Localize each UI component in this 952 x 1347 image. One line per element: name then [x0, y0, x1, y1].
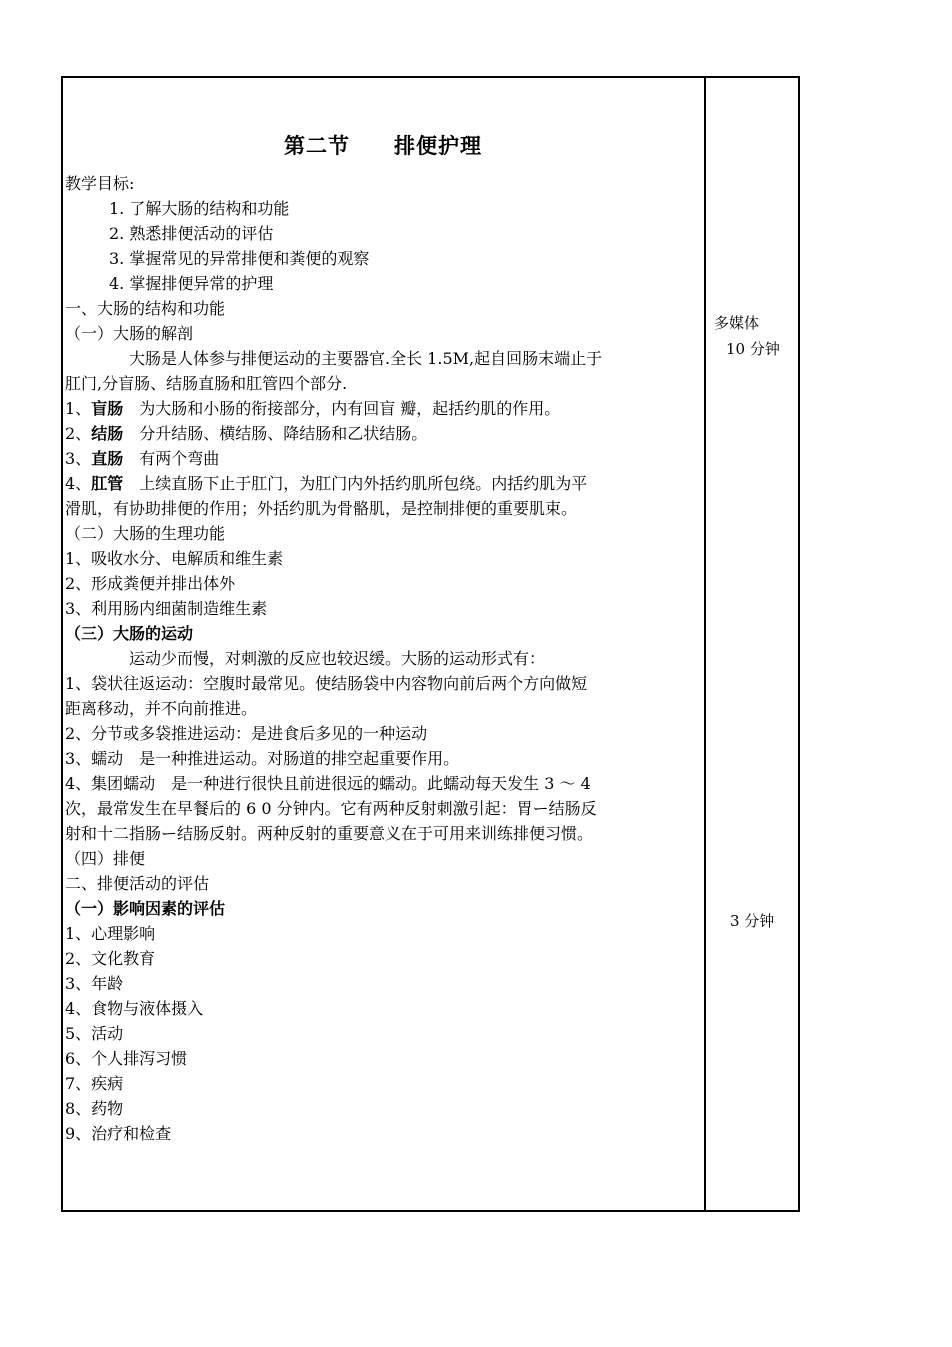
objective-item: 4. 掌握排便异常的护理	[109, 274, 274, 293]
paragraph-line: 距离移动，并不向前推进。	[65, 699, 258, 718]
factor-item: 2、文化教育	[65, 949, 156, 968]
part-term: 盲肠	[91, 399, 124, 418]
paragraph-line: 次，最常发生在早餐后的 6 0 分钟内。它有两种反射刺激引起：胃ー结肠反	[65, 799, 597, 818]
part-term: 直肠	[91, 449, 124, 468]
objective-item: 1. 了解大肠的结构和功能	[109, 199, 290, 218]
function-item: 3、利用肠内细菌制造维生素	[65, 599, 268, 618]
objectives-heading: 教学目标:	[65, 174, 135, 193]
paragraph-line: 大肠是人体参与排便运动的主要器官.全长 1.5M,起自回肠末端止于	[129, 349, 603, 368]
paragraph-line: 4、集团蠕动 是一种进行很快且前进很远的蠕动。此蠕动每天发生 3 ～ 4	[65, 774, 591, 793]
factor-item: 8、药物	[65, 1099, 124, 1118]
paragraph-line: 肛门,分盲肠、结肠直肠和肛管四个部分.	[65, 374, 348, 393]
page-title: 第二节 排便护理	[284, 134, 482, 158]
factor-item: 9、治疗和检查	[65, 1124, 172, 1143]
duration-note: 10 分钟	[726, 340, 780, 358]
function-item: 1、吸收水分、电解质和维生素	[65, 549, 284, 568]
part-number: 2、	[65, 424, 92, 443]
part-number: 1、	[65, 399, 92, 418]
subsection-heading: （二）大肠的生理功能	[65, 524, 226, 543]
part-item	[65, 396, 560, 421]
part-description: 有两个弯曲	[123, 449, 220, 468]
part-number: 3、	[65, 449, 92, 468]
subsection-heading: （一）大肠的解剖	[65, 324, 194, 343]
factor-item: 5、活动	[65, 1024, 124, 1043]
paragraph-line: 1、袋状往返运动：空腹时最常见。使结肠袋中内容物向前后两个方向做短	[65, 674, 588, 693]
part-description: 分升结肠、横结肠、降结肠和乙状结肠。	[123, 424, 428, 443]
subsection-heading-bold: （三）大肠的运动	[65, 624, 194, 643]
part-item	[65, 421, 427, 446]
section-heading: 二、排便活动的评估	[65, 874, 210, 893]
part-number: 4、	[65, 474, 92, 493]
part-item	[65, 446, 219, 471]
function-item: 2、形成粪便并排出体外	[65, 574, 236, 593]
part-item	[65, 471, 587, 496]
part-description: 为大肠和小肠的衔接部分，内有回盲 瓣，起括约肌的作用。	[123, 399, 561, 418]
factor-item: 7、疾病	[65, 1074, 124, 1093]
part-term: 肛管	[91, 474, 124, 493]
paragraph-line: 2、分节或多袋推进运动：是进食后多见的一种运动	[65, 724, 428, 743]
paragraph-line: 射和十二指肠ー结肠反射。两种反射的重要意义在于可用来训练排便习惯。	[65, 824, 594, 843]
subsection-heading-bold: （一）影响因素的评估	[65, 899, 226, 918]
media-note: 多媒体	[714, 314, 760, 332]
column-divider	[704, 78, 706, 1210]
factor-item: 3、年龄	[65, 974, 124, 993]
part-description: 上续直肠下止于肛门，为肛门内外括约肌所包绕。内括约肌为平	[123, 474, 588, 493]
paragraph-line: 滑肌，有协助排便的作用；外括约肌为骨骼肌，是控制排便的重要肌束。	[65, 499, 578, 518]
paragraph-line: 3、蠕动 是一种推进运动。对肠道的排空起重要作用。	[65, 749, 460, 768]
paragraph-line: 运动少而慢，对刺激的反应也较迟缓。大肠的运动形式有：	[129, 649, 546, 668]
factor-item: 6、个人排泻习惯	[65, 1049, 188, 1068]
factor-item: 1、心理影响	[65, 924, 156, 943]
section-heading: 一、大肠的结构和功能	[65, 299, 226, 318]
subsection-heading: （四）排便	[65, 849, 146, 868]
lesson-table	[61, 76, 800, 1212]
objective-item: 3. 掌握常见的异常排便和粪便的观察	[109, 249, 370, 268]
objective-item: 2. 熟悉排便活动的评估	[109, 224, 274, 243]
part-term: 结肠	[91, 424, 124, 443]
duration-note: 3 分钟	[730, 912, 775, 930]
factor-item: 4、食物与液体摄入	[65, 999, 204, 1018]
